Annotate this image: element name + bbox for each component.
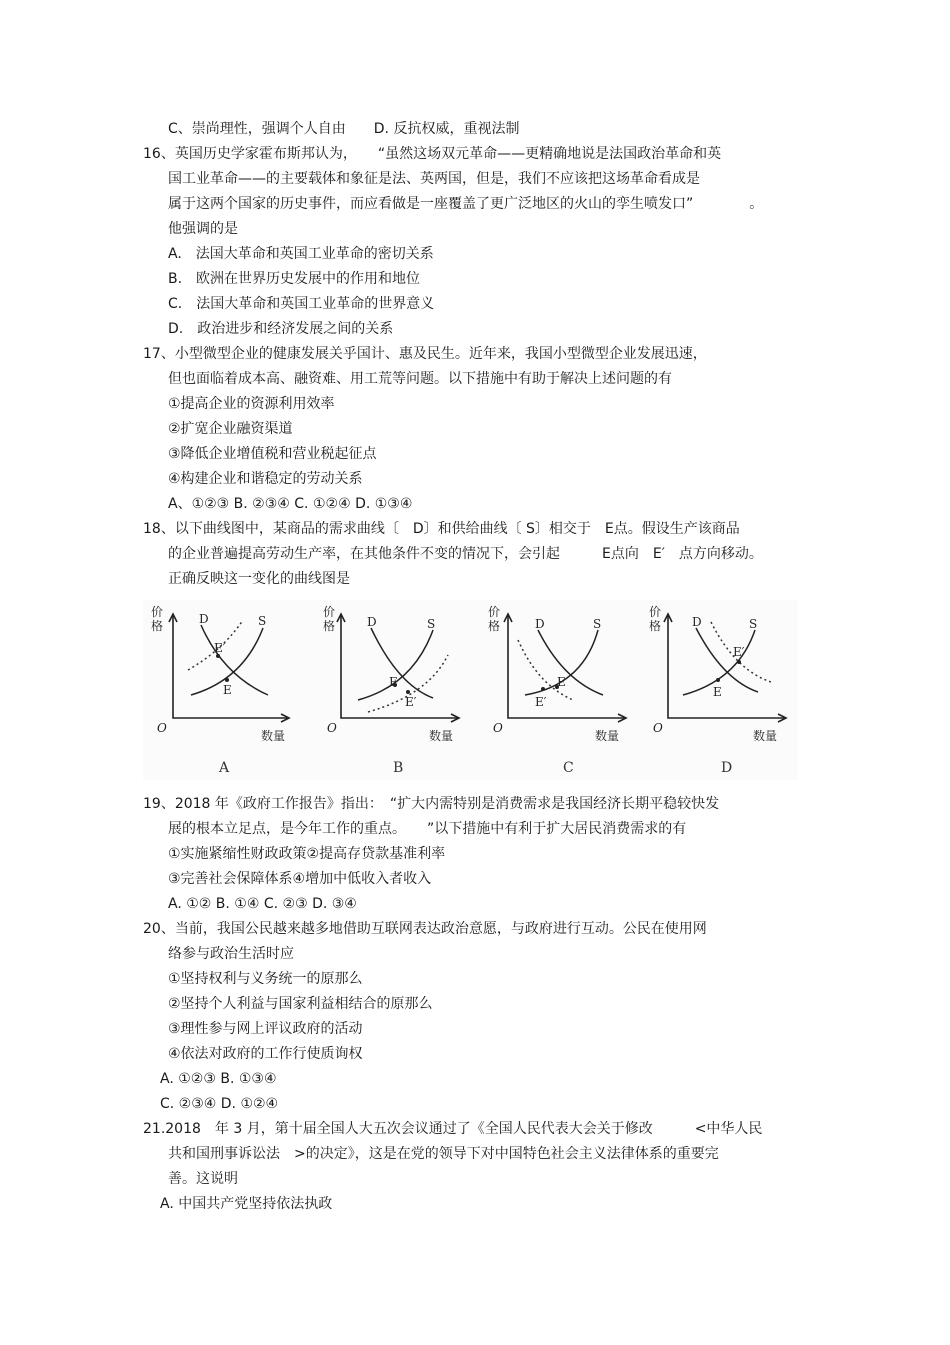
panel-c-ylabel-1: 价 bbox=[488, 605, 501, 619]
line-33: 共和国刑事诉讼法 >的决定》，这是在党的领导下对中国特色社会主义法律体系的重要完 bbox=[168, 1146, 719, 1162]
line-8: D. 政治进步和经济发展之间的关系 bbox=[168, 321, 394, 337]
panel-d-point-e bbox=[716, 678, 720, 682]
panel-b-xlabel: 数量 bbox=[429, 729, 454, 743]
panel-a-origin: O bbox=[157, 721, 167, 735]
panel-b bbox=[323, 605, 459, 776]
line-3: 属于这两个国家的历史事件，而应看做是一座覆盖了更广泛地区的火山的孪生喷发口” 。 bbox=[168, 196, 764, 212]
panel-d-xlabel: 数量 bbox=[753, 729, 778, 743]
panel-a-ylabel-1: 价 bbox=[151, 605, 164, 619]
panel-d-arrow bbox=[664, 614, 786, 722]
line-34: 善。这说明 bbox=[168, 1171, 238, 1187]
panel-c-d-label: D bbox=[535, 617, 545, 631]
line-12: ②扩宽企业融资渠道 bbox=[168, 421, 293, 437]
panel-b-s-label: S bbox=[427, 617, 436, 631]
panel-c-eprime-label: E′ bbox=[535, 695, 547, 709]
line-14: ④构建企业和谐稳定的劳动关系 bbox=[168, 471, 363, 487]
panel-c-caption: C bbox=[563, 760, 574, 776]
panel-c bbox=[488, 605, 626, 776]
panel-b-e-label: E bbox=[389, 675, 398, 689]
line-15: A、①②③ B. ②③④ C. ①②④ D. ①③④ bbox=[168, 496, 413, 512]
panel-c-ylabel-2: 格 bbox=[488, 619, 501, 633]
supply-demand-charts bbox=[143, 600, 798, 780]
panel-a-ylabel-2: 格 bbox=[151, 619, 164, 633]
line-5: A. 法国大革命和英国工业革命的密切关系 bbox=[168, 246, 434, 262]
panel-a-d-label: D bbox=[199, 612, 209, 626]
panel-a-xlabel: 数量 bbox=[261, 729, 286, 743]
panel-d-eprime-label: E′ bbox=[733, 645, 745, 659]
supply-demand-figure bbox=[143, 600, 798, 780]
line-9: 17、小型微型企业的健康发展关乎国计、惠及民生。近年来，我国小型微型企业发展迅速， bbox=[143, 346, 707, 362]
panel-a-caption: A bbox=[219, 760, 230, 776]
panel-d-demand-curve bbox=[696, 628, 758, 692]
line-22: ③完善社会保障体系④增加中低收入者收入 bbox=[168, 871, 432, 887]
panel-c-arrow bbox=[504, 614, 626, 722]
line-11: ①提高企业的资源利用效率 bbox=[168, 396, 335, 412]
line-17: 的企业普遍提高劳动生产率，在其他条件不变的情况下，会引起 E点向 E′ 点方向移动。 bbox=[168, 546, 763, 562]
panel-d-axes bbox=[668, 615, 785, 718]
panel-b-d-label: D bbox=[367, 615, 377, 629]
panel-d-ylabel-1: 价 bbox=[649, 605, 662, 619]
line-13: ③降低企业增值税和营业税起征点 bbox=[168, 446, 377, 462]
panel-d bbox=[649, 605, 786, 776]
line-26: ①坚持权利与义务统一的原那么 bbox=[168, 971, 363, 987]
panel-d-point-e-prime bbox=[737, 660, 741, 664]
panel-a bbox=[151, 605, 289, 776]
panel-b-axes bbox=[341, 615, 458, 718]
panel-b-demand-curve bbox=[371, 628, 433, 698]
line-6: B. 欧洲在世界历史发展中的作用和地位 bbox=[168, 271, 421, 287]
line-29: ④依法对政府的工作行使质询权 bbox=[168, 1046, 363, 1062]
line-35: A. 中国共产党坚持依法执政 bbox=[160, 1196, 333, 1212]
line-25: 络参与政治生活时应 bbox=[168, 946, 294, 962]
panel-b-origin: O bbox=[327, 721, 337, 735]
panel-c-demand-curve bbox=[538, 630, 603, 695]
panel-a-axes bbox=[173, 615, 288, 718]
panel-b-ylabel-1: 价 bbox=[323, 605, 336, 619]
line-4: 他强调的是 bbox=[168, 221, 238, 237]
panel-b-supply-curve bbox=[358, 630, 433, 700]
panel-d-caption: D bbox=[721, 760, 733, 776]
line-18: 正确反映这一变化的曲线图是 bbox=[168, 571, 350, 587]
line-0: C、崇尚理性，强调个人自由 D. 反抗权威，重视法制 bbox=[168, 121, 520, 137]
panel-d-ylabel-2: 格 bbox=[649, 619, 662, 633]
panel-a-e-label: E bbox=[223, 683, 232, 697]
panel-a-point-e bbox=[225, 678, 229, 682]
panel-b-caption: B bbox=[393, 760, 404, 776]
panel-d-s-label: S bbox=[749, 617, 758, 631]
panel-d-d-label: D bbox=[692, 615, 702, 629]
line-19: 19、2018 年《政府工作报告》指出： “扩大内需特别是消费需求是我国经济长期平稳较快发 bbox=[143, 796, 720, 812]
line-30: A. ①②③ B. ①③④ bbox=[160, 1071, 277, 1087]
panel-d-e-label: E bbox=[713, 685, 722, 699]
line-10: 但也面临着成本高、融资难、用工荒等问题。以下措施中有助于解决上述问题的有 bbox=[168, 371, 672, 387]
panel-c-axes bbox=[508, 615, 625, 718]
panel-c-xlabel: 数量 bbox=[595, 729, 620, 743]
line-20: 展的根本立足点，是今年工作的重点。 ”以下措施中有利于扩大居民消费需求的有 bbox=[168, 821, 687, 837]
line-31: C. ②③④ D. ①②④ bbox=[160, 1096, 279, 1112]
panel-b-point-e-prime bbox=[406, 690, 410, 694]
panel-c-s-label: S bbox=[593, 617, 602, 631]
line-27: ②坚持个人利益与国家利益相结合的原那么 bbox=[168, 996, 433, 1012]
panel-a-eprime-label: E′ bbox=[214, 641, 226, 655]
line-1: 16、英国历史学家霍布斯邦认为， “虽然这场双元革命——更精确地说是法国政治革命和英 bbox=[143, 146, 722, 162]
line-32: 21.2018 年 3 月，第十届全国人大五次会议通过了《全国人民代表大会关于修改 <中华人民 bbox=[143, 1121, 763, 1137]
panel-a-demand-curve bbox=[201, 625, 268, 695]
panel-c-point-e-prime bbox=[541, 687, 545, 691]
line-7: C. 法国大革命和英国工业革命的世界意义 bbox=[168, 296, 435, 312]
line-16: 18、以下曲线图中，某商品的需求曲线〔 D〕和供给曲线〔 S〕相交于 E点。假设生产该商品 bbox=[143, 521, 740, 537]
panel-b-eprime-label: E′ bbox=[405, 695, 417, 709]
panel-b-ylabel-2: 格 bbox=[323, 619, 336, 633]
line-23: A. ①② B. ①④ C. ②③ D. ③④ bbox=[168, 896, 357, 912]
line-28: ③理性参与网上评议政府的活动 bbox=[168, 1021, 363, 1037]
panel-a-s-label: S bbox=[258, 614, 267, 628]
panel-d-origin: O bbox=[653, 721, 663, 735]
panel-c-origin: O bbox=[493, 721, 503, 735]
line-24: 20、当前，我国公民越来越多地借助互联网表达政治意愿，与政府进行互动。公民在使用网 bbox=[143, 921, 707, 937]
line-2: 国工业革命——的主要载体和象征是法、英两国，但是，我们不应该把这场革命看成是 bbox=[168, 171, 700, 187]
panel-c-e-label: E bbox=[557, 675, 566, 689]
line-21: ①实施紧缩性财政政策②提高存贷款基准利率 bbox=[168, 846, 446, 862]
